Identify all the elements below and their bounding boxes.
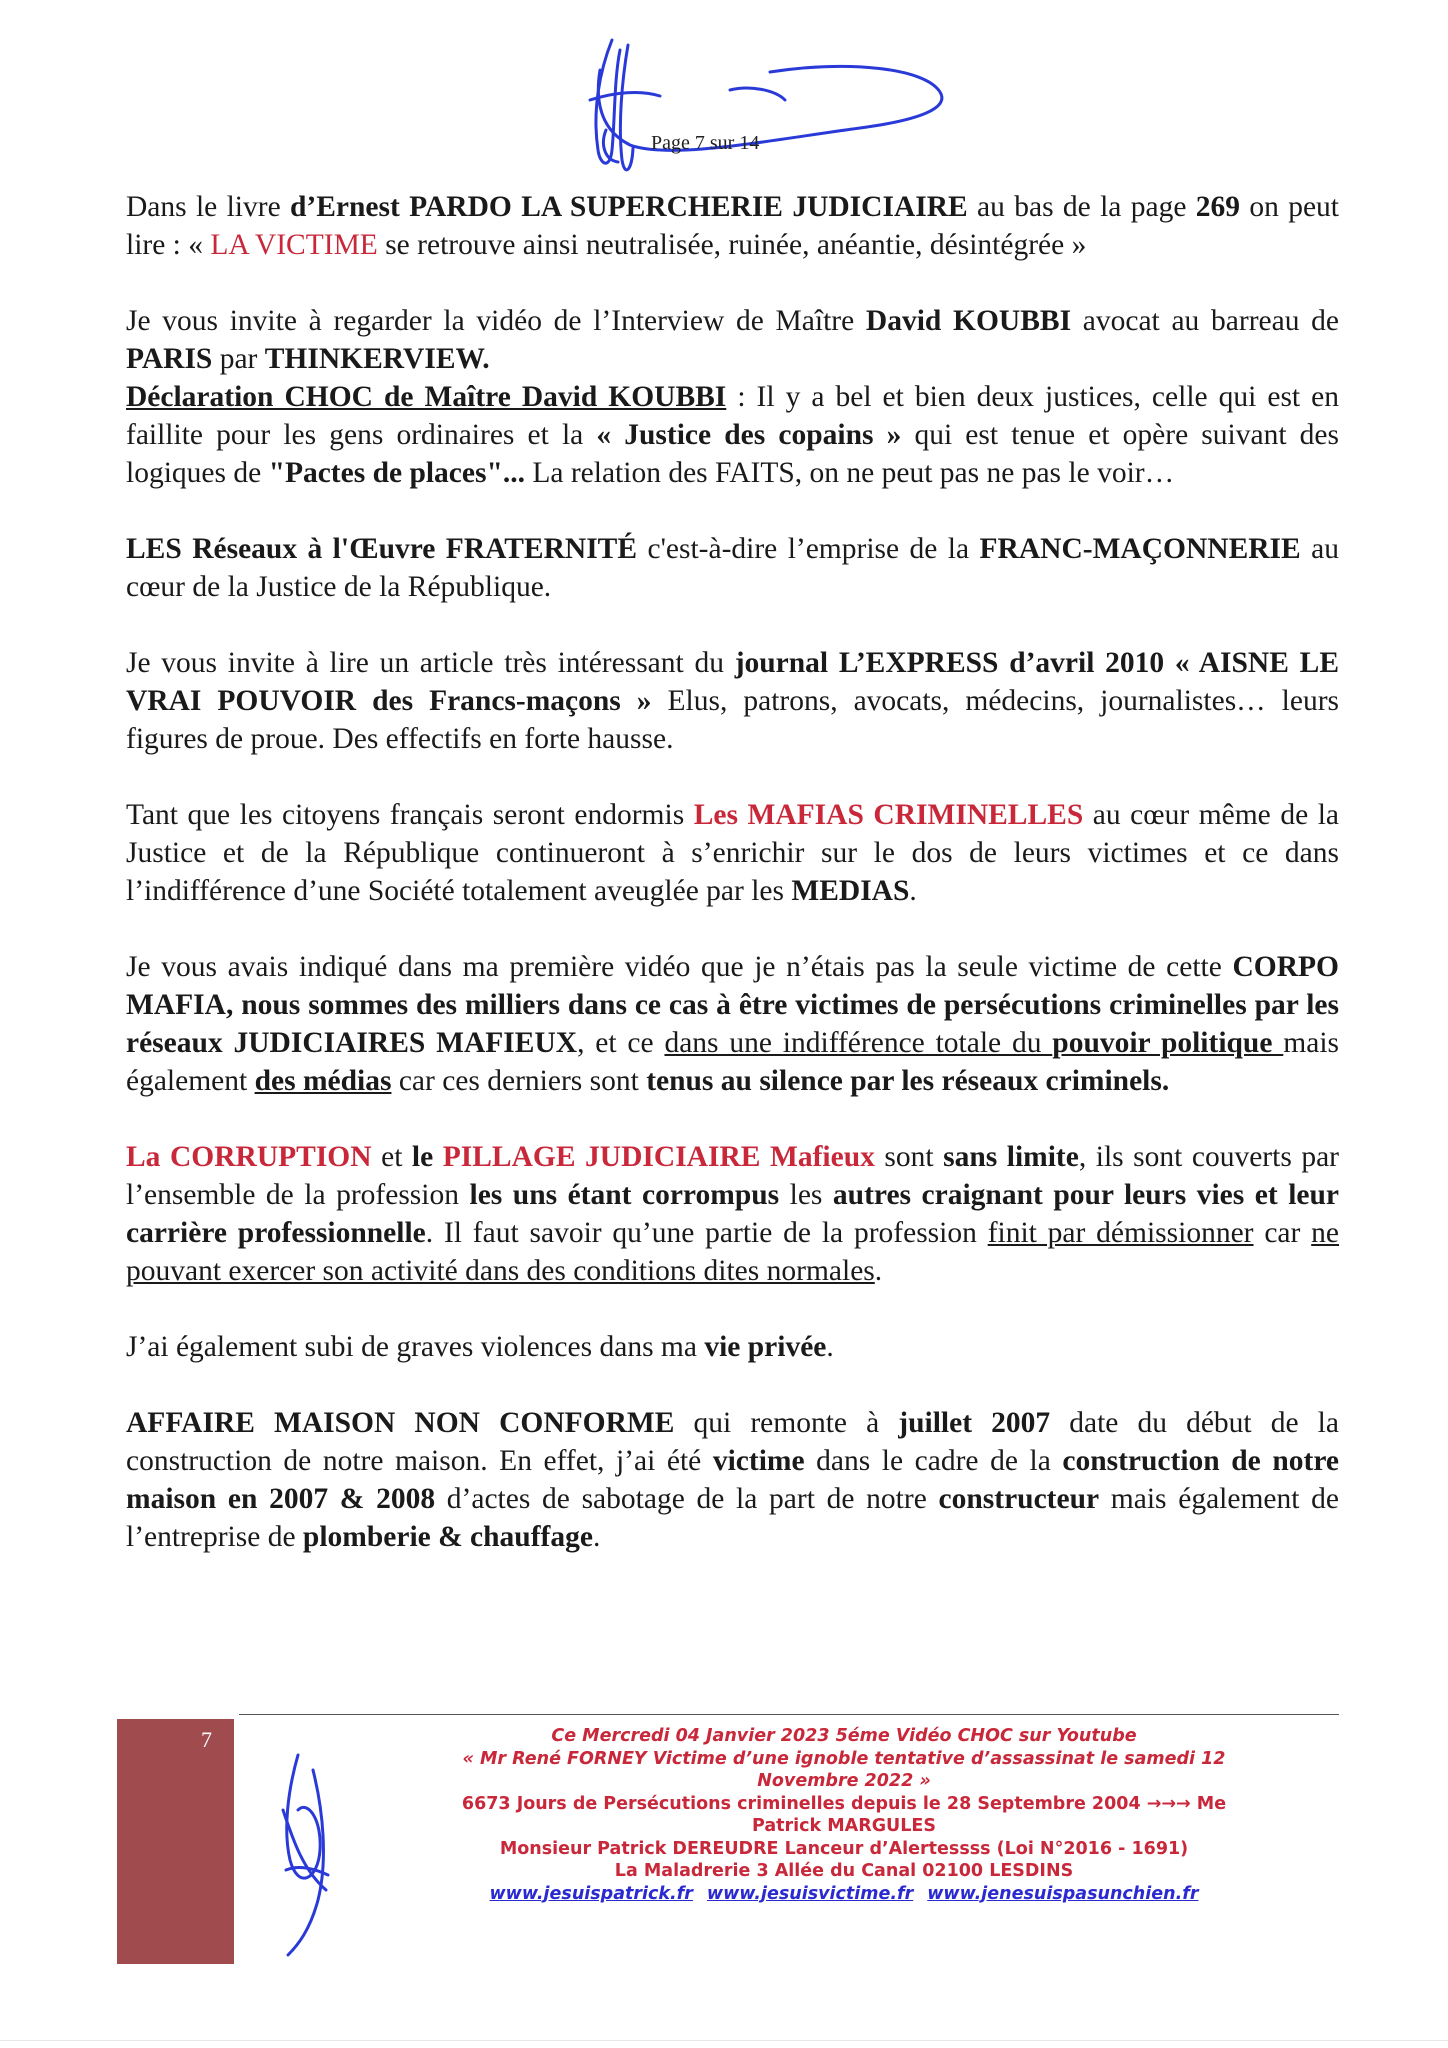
page-number-box [117,1719,234,1964]
footer-line-author: Monsieur Patrick DEREUDRE Lanceur d’Alertessss (Loi N°2016 - 1691) [499,1838,1189,1859]
signature-bottom [268,1750,348,1960]
paragraph-affaire-maison: AFFAIRE MAISON NON CONFORME qui remonte à juillet 2007 date du début de la construction de notre maison. En effet, j’ai été victime dans le cadre de la construction de notre maison en 2007 & 2008 d’actes de sabotage de la part de notre constructeur mais également de l’entreprise de plomberie & chauffage. [126,1407,1339,1553]
signature-top [570,30,960,190]
link-jesuispatrick[interactable]: www.jesuispatrick.fr [489,1883,693,1904]
link-jesuisvictime[interactable]: www.jesuisvictime.fr [706,1883,914,1904]
footer-line-date: Ce Mercredi 04 Janvier 2023 5éme Vidéo CHOC sur Youtube [551,1726,1137,1746]
link-jenesuispasunchien[interactable]: www.jenesuispasunchien.fr [927,1883,1199,1904]
page-label: Page 7 sur 14 [651,132,760,154]
document-body [126,188,1339,1556]
page-bottom-edge [0,2040,1448,2041]
paragraph-corpo-mafia: Je vous avais indiqué dans ma première vidéo que je n’étais pas la seule victime de cette CORPO MAFIA, nous sommes des milliers dans ce cas à être victimes de persécutions criminelles par les réseaux JUDICIAIRES MAFIEUX, et ce dans une indifférence totale du pouvoir politique mais également des médias car ces derniers sont tenus au silence par les réseaux criminels. [126,951,1339,1097]
paragraph-franc-maconnerie: LES Réseaux à l'Œuvre FRATERNITÉ c'est-à-dire l’emprise de la FRANC-MAÇONNERIE au cœur de la Justice de la République. [126,533,1339,603]
paragraph-livre-pardo: Dans le livre d’Ernest PARDO LA SUPERCHERIE JUDICIAIRE au bas de la page 269 on peut lire : « LA VICTIME se retrouve ainsi neutralisée, ruinée, anéantie, désintégrée » [126,191,1339,261]
paragraph-mafias: Tant que les citoyens français seront endormis Les MAFIAS CRIMINELLES au cœur même de la Justice et de la République continueront à s’enrichir sur le dos de leurs victimes et ce dans l’indifférence d’une Société totalement aveuglée par les MEDIAS. [126,799,1339,907]
paragraph-corruption: La CORRUPTION et le PILLAGE JUDICIAIRE Mafieux sont sans limite, ils sont couverts par l’ensemble de la profession les uns étant corrompus les autres craignant pour leurs vies et leur carrière professionnelle. Il faut savoir qu’une partie de la profession finit par démissionner car ne pouvant exercer son activité dans des conditions dites normales. [126,1141,1340,1287]
page-number: 7 [201,1727,212,1752]
footer-info [429,1725,1259,1905]
footer-links [429,1883,1259,1906]
footer-line-victim: « Mr René FORNEY Victime d’une ignoble tentative d’assassinat le samedi 12 Novembre 2022 » [462,1748,1226,1791]
footer-divider [239,1714,1339,1715]
footer-line-persecutions: 6673 Jours de Persécutions criminelles depuis le 28 Septembre 2004 →→→ Me Patrick MARGULES [461,1793,1227,1836]
paragraph-vie-privee: J’ai également subi de graves violences dans ma vie privée. [126,1331,834,1363]
paragraph-koubbi-interview: Je vous invite à regarder la vidéo de l’Interview de Maître David KOUBBI avocat au barreau de PARIS par THINKERVIEW. Déclaration CHOC de Maître David KOUBBI : Il y a bel et bien deux justices, celle qui est en faillite pour les gens ordinaires et la « Justice des copains » qui est tenue et opère suivant des logiques de "Pactes de places"... La relation des FAITS, on ne peut pas ne pas le voir… [126,305,1340,489]
paragraph-lexpress: Je vous invite à lire un article très intéressant du journal L’EXPRESS d’avril 2010 « AISNE LE VRAI POUVOIR des Francs-maçons » Elus, patrons, avocats, médecins, journalistes… leurs figures de proue. Des effectifs en forte hausse. [126,647,1340,755]
footer-line-address: La Maladrerie 3 Allée du Canal 02100 LESDINS [614,1861,1074,1881]
